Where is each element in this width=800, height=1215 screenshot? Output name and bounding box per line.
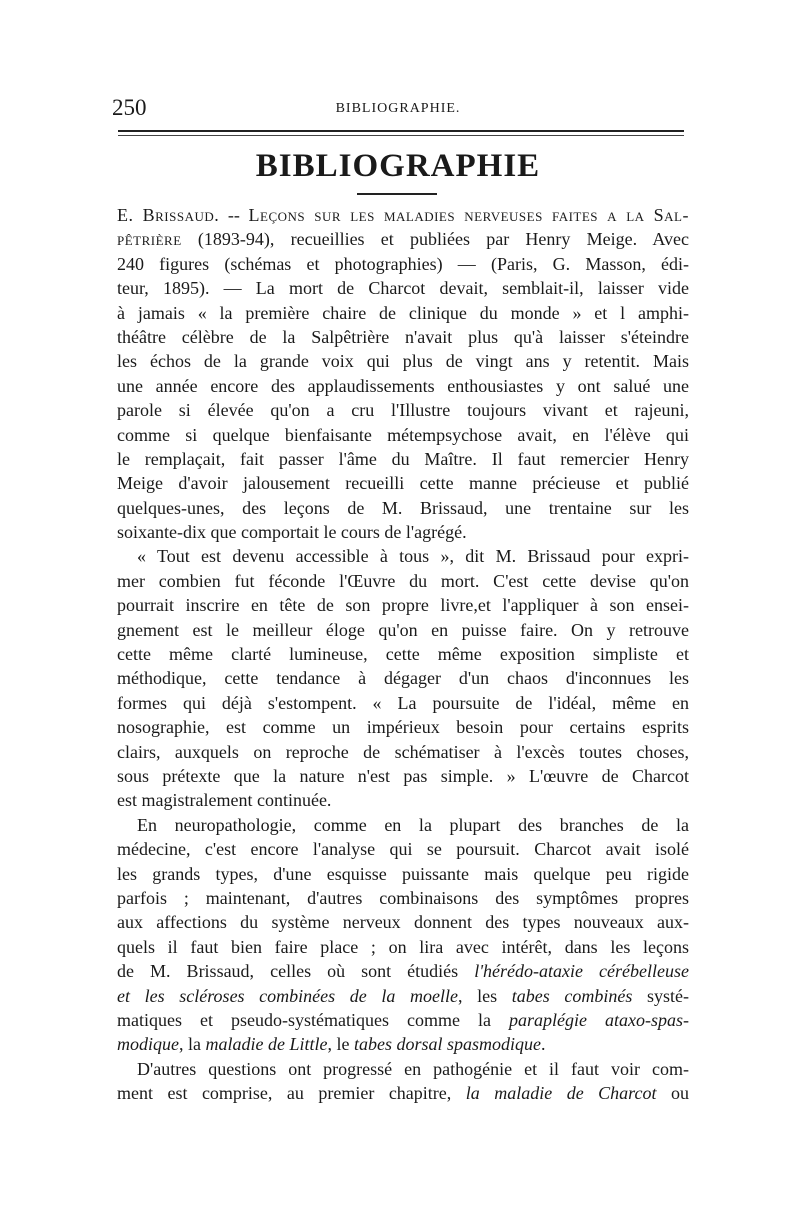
text-line: et les scléroses combinées de la moelle, les tabes combinés systé- [117,985,689,1006]
italic-term: paraplégie ataxo-spas- [509,1009,689,1030]
paragraph [117,1057,689,1106]
work-title: Leçons sur les maladies nerveuses faites a la Sal- [248,205,689,225]
author-name: E. Brissaud. [117,205,220,225]
text-line: théâtre célèbre de la Salpêtrière n'avait plus qu'à laisser s'éteindre [117,326,689,347]
text-line: D'autres questions ont progressé en pathogénie et il faut voir com- [137,1058,689,1079]
section-title: BIBLIOGRAPHIE [255,148,541,184]
text-line: 240 figures (schémas et photographies) — (Paris, G. Masson, édi- [117,253,689,274]
text-line: comme si quelque bienfaisante métempsychose avait, en l'élève qui [117,424,689,445]
header-rule [118,130,684,136]
running-title: BIBLIOGRAPHIE. [335,101,461,116]
bibliographic-entry [117,203,689,544]
text-line: matiques et pseudo-systématiques comme la paraplégie ataxo-spas- [117,1009,689,1030]
text-line: ment est comprise, au premier chapitre, la maladie de Charcot ou [117,1083,689,1104]
text-line: nosographie, est comme un impérieux besoin pour certains esprits [117,717,689,738]
italic-term: la maladie de Charcot [465,1083,657,1104]
text-line: modique, la maladie de Little, le tabes dorsal spasmodique. [117,1034,546,1055]
text-line: cette même clarté lumineuse, cette même exposition simpliste et [117,644,689,665]
text-line: Meige d'avoir jalousement recueilli cette manne précieuse et publié [117,473,689,494]
text-line: de M. Brissaud, celles où sont étudiés l'hérédo-ataxie cérébelleuse [117,961,689,982]
text-line: méthodique, cette tendance à dégager d'un chaos d'inconnues les [117,668,689,689]
text-line: pourrait inscrire en tête de son propre livre,et l'appliquer à son ensei- [117,595,689,616]
text-line: E. Brissaud. -- Leçons sur les maladies nerveuses faites a la Sal- [117,205,689,225]
paragraph [117,544,689,812]
text-line: parole si élevée qu'on a cru l'Illustre toujours vivant et rajeuni, [117,400,689,421]
italic-term: et les scléroses combinées de la moelle [117,985,459,1006]
italic-term: tabes combinés [511,985,633,1006]
italic-term: modique [117,1034,179,1055]
body-text [117,203,689,1105]
text-line: les grands types, d'une esquisse puissante mais quelque peu rigide [117,863,689,884]
text-line: le remplaçait, fait passer l'âme du Maître. Il faut remercier Henry [117,448,689,469]
text-line: quels il faut bien faire place ; on lira avec intérêt, dans les leçons [117,936,689,957]
paragraph [117,813,689,1057]
text-line: gnement est le meilleur éloge qu'on en puisse faire. On y retrouve [117,619,689,640]
text-line: une année encore des applaudissements enthousiastes y ont salué une [117,375,689,396]
text-line: les échos de la grande voix qui plus de vingt ans y retentit. Mais [117,351,689,372]
text-line: médecine, c'est encore l'analyse qui se poursuit. Charcot avait isolé [117,839,689,860]
text-line: formes qui déjà s'estompent. « La poursuite de l'idéal, même en [117,692,689,713]
text-line: parfois ; maintenant, d'autres combinaisons des symptômes propres [117,887,689,908]
title-underline [357,193,437,195]
italic-term: maladie de Little [205,1034,328,1055]
text-line: quelques-unes, des leçons de M. Brissaud, une trentaine sur les [117,497,689,518]
text-line: pêtrière (1893-94), recueillies et publiées par Henry Meige. Avec [117,229,689,250]
text-line: soixante-dix que comportait le cours de l'agrégé. [117,522,467,543]
italic-term: l'hérédo-ataxie cérébelleuse [474,961,689,982]
italic-term: tabes dorsal spasmodique [353,1034,541,1055]
text-line: mer combien fut féconde l'Œuvre du mort. C'est cette devise qu'on [117,570,689,591]
text-line: teur, 1895). — La mort de Charcot devait, semblait-il, laisser vide [117,278,689,299]
text-line: « Tout est devenu accessible à tous », dit M. Brissaud pour expri- [137,546,689,567]
work-title-cont: pêtrière [117,229,182,250]
page-number: 250 [112,95,147,120]
text-line: En neuropathologie, comme en la plupart des branches de la [137,814,689,835]
text-line: est magistralement continuée. [117,790,332,811]
text-line: à jamais « la première chaire de clinique du monde » et l amphi- [117,302,689,323]
text-line: aux affections du système nerveux donnent des types nouveaux aux- [117,912,689,933]
text-line: sous prétexte que la nature n'est pas simple. » L'œuvre de Charcot [117,765,689,786]
text-line: clairs, auxquels on reproche de schématiser à l'excès toutes choses, [117,741,689,762]
running-head [112,95,684,125]
